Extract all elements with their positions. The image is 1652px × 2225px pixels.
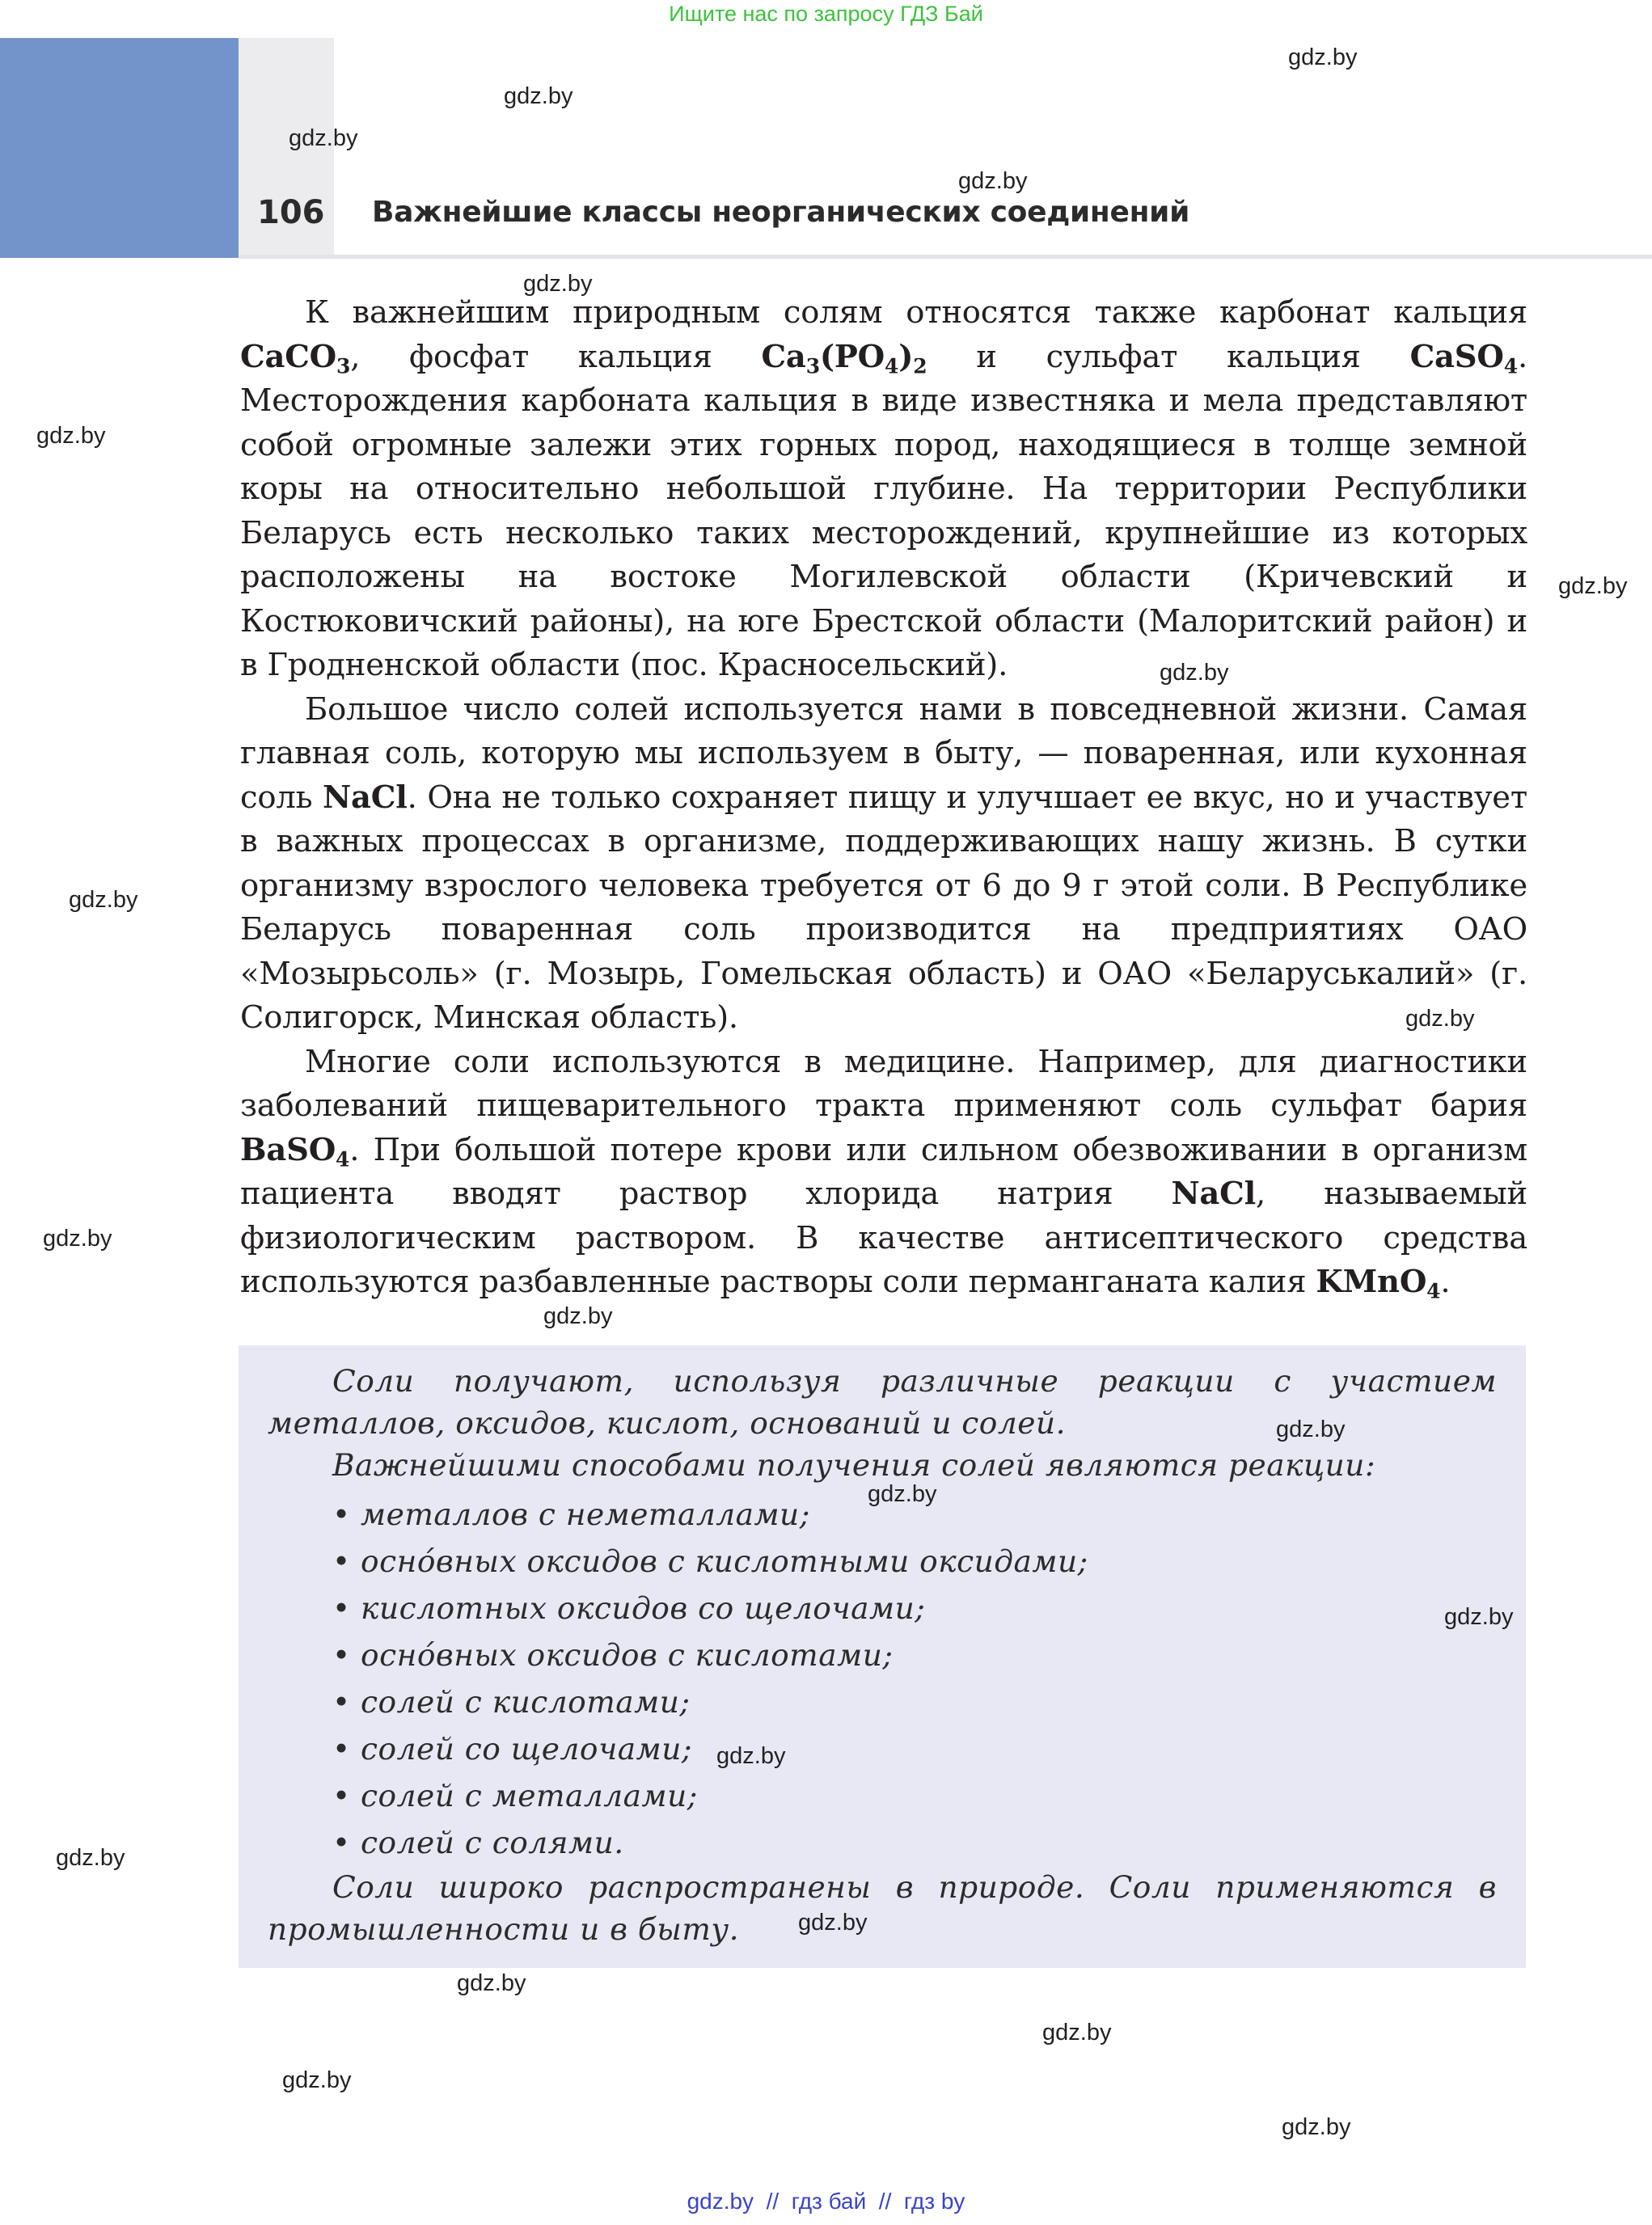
chapter-title: Важнейшие классы неорганических соединений (372, 196, 1190, 229)
summary-content (268, 1360, 1497, 1950)
formula-caco3: CaCO$_3$ (240, 338, 351, 378)
watermark: gdz.by (716, 1743, 786, 1769)
list-item: • осно́вных оксидов с кислотными оксидами; (332, 1538, 1497, 1585)
watermark: gdz.by (958, 168, 1028, 194)
summary-conclusion: Соли широко распространены в природе. Соли применяются в промышленности и в быту. (268, 1869, 1497, 1947)
paragraph-medical-salts: Многие соли используются в медицине. Например, для диагностики заболеваний пищеварительного тракта применяют соль сульфат бария BaSO$_4$. При большой потере крови или сильном обезвоживании в организм пациента вводят раствор хлорида натрия NaCl, называемый физиологическим раствором. В качестве антисептического средства используются разбавленные растворы соли перманганата калия KMnO$_4$. (240, 1043, 1527, 1303)
list-item: • металлов с неметаллами; (332, 1491, 1497, 1538)
list-item: • солей с солями. (332, 1819, 1497, 1866)
watermark: gdz.by (1042, 2020, 1112, 2046)
watermark: gdz.by (1558, 573, 1628, 599)
watermark: gdz.by (1276, 1416, 1346, 1442)
watermark: gdz.by (798, 1910, 868, 1936)
formula-caso4: CaSO$_4$ (1409, 338, 1518, 378)
watermark: gdz.by (1405, 1006, 1475, 1032)
reaction-list (268, 1491, 1497, 1866)
paragraph-everyday-salts: Большое число солей используется нами в повседневной жизни. Самая главная соль, которую мы используем в быту, — поваренная, или кухонная соль NaCl. Она не только сохраняет пищу и улучшает ее вкус, но и участвует в важных процессах в организме, поддерживающих нашу жизнь. В сутки организму взрослого человека требуется от 6 до 9 г этой соли. В Республике Беларусь поваренная соль производится на предприятиях ОАО «Мозырьсоль» (г. Мозырь, Гомельская область) и ОАО «Беларуськалий» (г. Солигорск, Минская область). (240, 690, 1527, 1036)
formula-nacl: NaCl (1171, 1176, 1257, 1212)
page-number: 106 (257, 194, 325, 231)
watermark: gdz.by (1288, 44, 1358, 70)
list-item: • кислотных оксидов со щелочами; (332, 1585, 1497, 1632)
watermark: gdz.by (543, 1303, 613, 1329)
header-color-block (0, 38, 239, 258)
footer-links[interactable]: gdz.by // гдз бай // гдз by (687, 2189, 965, 2214)
list-item: • солей с металлами; (332, 1772, 1497, 1819)
watermark: gdz.by (868, 1481, 937, 1507)
search-banner[interactable]: Ищите нас по запросу ГДЗ Бай (669, 2, 983, 26)
formula-ca3po42: $Ca_3(PO_4)_2$ (761, 338, 927, 378)
watermark: gdz.by (69, 887, 138, 913)
watermark: gdz.by (282, 2067, 352, 2093)
watermark: gdz.by (289, 125, 358, 151)
watermark: gdz.by (43, 1226, 112, 1252)
summary-intro: Соли получают, используя различные реакции с участием металлов, оксидов, кислот, оснований и солей. (268, 1363, 1497, 1441)
list-item: • осно́вных оксидов с кислотами; (332, 1632, 1497, 1678)
main-text (240, 291, 1527, 1305)
watermark: gdz.by (1282, 2114, 1351, 2140)
summary-methods-heading: Важнейшими способами получения солей являются реакции: (332, 1447, 1376, 1483)
watermark: gdz.by (1444, 1604, 1514, 1630)
list-item: • солей с кислотами; (332, 1678, 1497, 1725)
formula-baso4: BaSO$_4$ (240, 1131, 350, 1171)
header-divider (239, 255, 1652, 259)
watermark: gdz.by (523, 271, 593, 297)
paragraph-natural-salts: К важнейшим природным солям относятся также карбонат кальция CaCO$_3$, фосфат кальция $Ca_3(PO_4)_2$ и сульфат кальция CaSO$_4$. Месторождения карбоната кальция в виде известняка и мела представляют собой огромные залежи этих горных пород, находящиеся в толще земной коры на относительно небольшой глубине. На территории Республики Беларусь есть несколько таких месторождений, крупнейшие из которых расположены на востоке Могилевской области (Кричевский и Костюковичский районы), на юге Брестской области (Малоритский район) и в Гродненской области (пос. Красносельский). (240, 294, 1527, 683)
formula-nacl: NaCl (323, 779, 408, 816)
watermark: gdz.by (1160, 660, 1229, 686)
watermark: gdz.by (457, 1970, 526, 1996)
watermark: gdz.by (36, 423, 106, 449)
watermark: gdz.by (504, 83, 573, 109)
formula-kmno4: KMnO$_4$ (1316, 1264, 1441, 1303)
list-item: • солей со щелочами; (332, 1725, 1497, 1772)
watermark: gdz.by (56, 1845, 125, 1871)
